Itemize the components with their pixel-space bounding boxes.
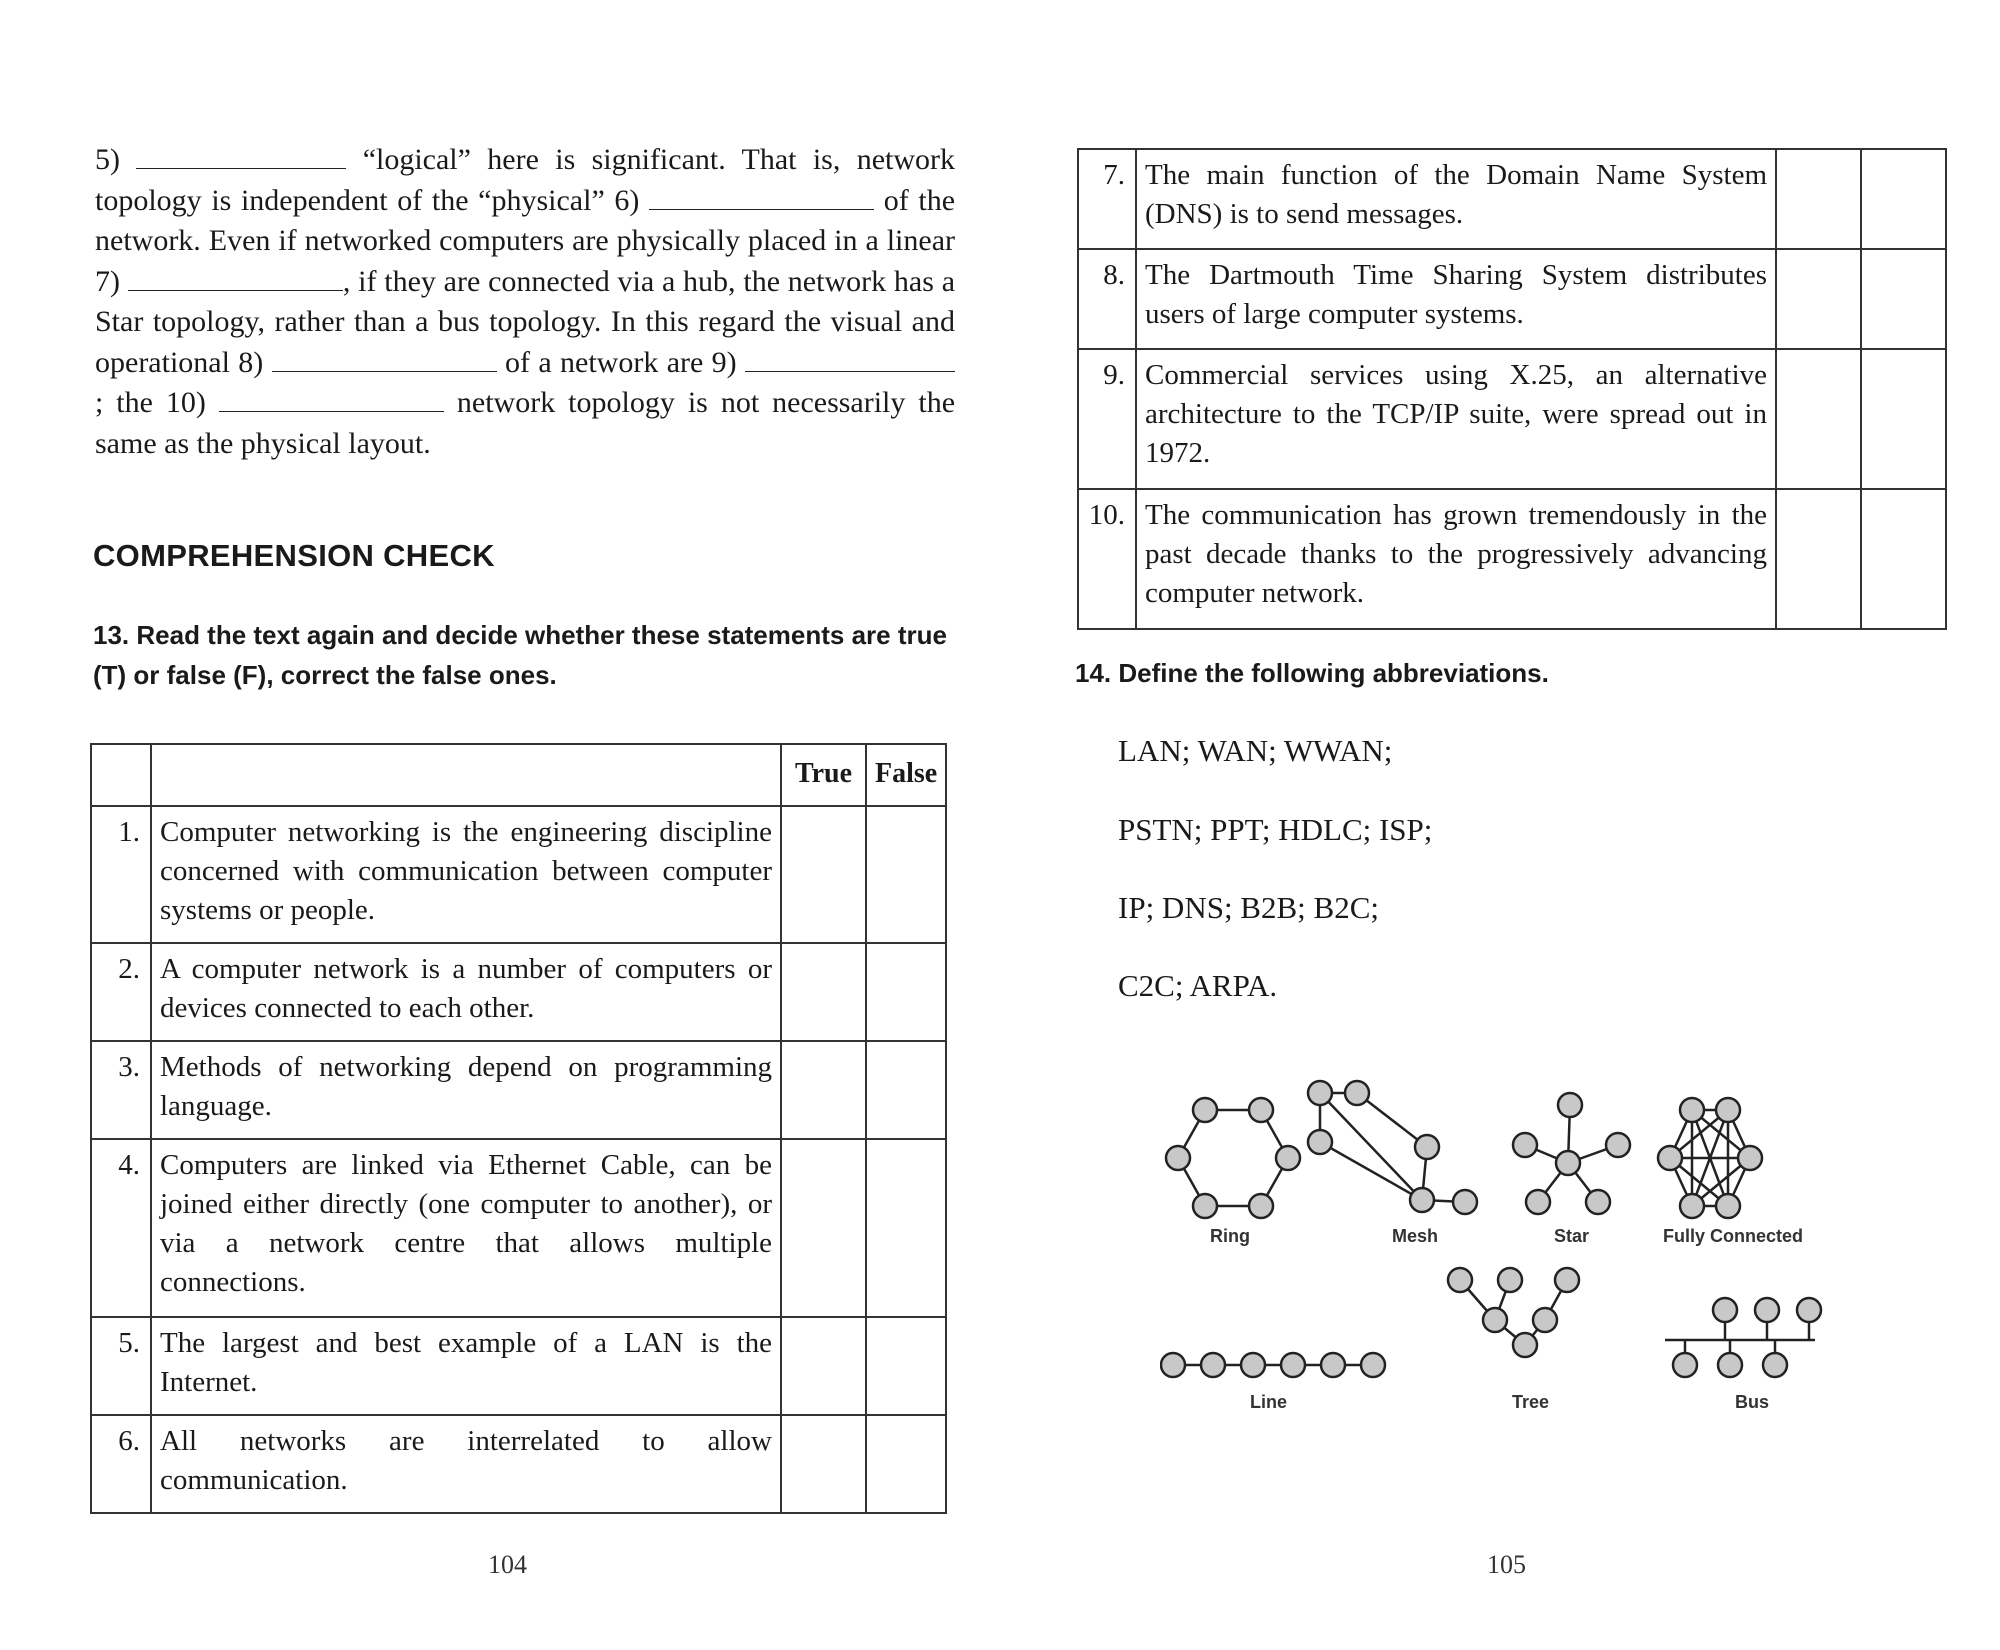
statement-number: 4. <box>91 1139 151 1317</box>
page-number-left: 104 <box>488 1550 527 1579</box>
header-false: False <box>866 744 946 806</box>
mesh-node <box>1410 1188 1434 1212</box>
false-cell[interactable] <box>866 1415 946 1513</box>
table-row <box>1078 489 1946 629</box>
table-row <box>91 1317 946 1415</box>
tree-node <box>1448 1268 1472 1292</box>
star-node <box>1513 1133 1537 1157</box>
statement-text: The main function of the Domain Name System (DNS) is to send messages. <box>1136 149 1776 249</box>
blank-5-label: 5) <box>95 143 120 176</box>
ring-node <box>1193 1194 1217 1218</box>
paragraph-text-4: of a network are 9) <box>505 345 737 379</box>
true-false-table-left <box>90 743 947 1514</box>
question-13-instructions: 13. Read the text again and decide whether these statements are true (T) or false (F), correct the false ones. <box>93 620 947 690</box>
paragraph-text-3: , if they are connected via a hub, the network has a Star topology, rather than a bus topology. In this regard the visual and operational 8) <box>95 264 956 379</box>
statement-number: 1. <box>91 806 151 943</box>
fully-connected-node <box>1680 1098 1704 1122</box>
line-node <box>1161 1353 1185 1377</box>
header-true: True <box>781 744 866 806</box>
statement-number: 3. <box>91 1041 151 1139</box>
network-topology-diagram <box>1160 1075 1860 1435</box>
bus-topology <box>1665 1298 1821 1412</box>
line-node <box>1361 1353 1385 1377</box>
paragraph-text-2: of the network. Even if networked computers are physically placed in a linear 7) <box>95 183 956 298</box>
fully-connected-node <box>1738 1146 1762 1170</box>
mesh-node <box>1308 1081 1332 1105</box>
ring-node <box>1249 1194 1273 1218</box>
true-cell[interactable] <box>1776 149 1861 249</box>
tree-node <box>1498 1268 1522 1292</box>
true-false-table-right <box>1077 148 1947 630</box>
star-topology <box>1513 1093 1630 1246</box>
false-cell[interactable] <box>1861 349 1946 489</box>
statement-number: 7. <box>1078 149 1136 249</box>
table-row <box>1078 349 1946 489</box>
ring-node <box>1166 1146 1190 1170</box>
abbreviation-line: LAN; WAN; WWAN; <box>1118 733 1393 768</box>
fully-connected-node <box>1716 1194 1740 1218</box>
tree-label: Tree <box>1512 1392 1550 1412</box>
mesh-node <box>1453 1190 1477 1214</box>
true-cell[interactable] <box>1776 349 1861 489</box>
star-label: Star <box>1554 1226 1590 1246</box>
statement-number: 9. <box>1078 349 1136 489</box>
false-cell[interactable] <box>1861 249 1946 349</box>
bus-node <box>1755 1298 1779 1322</box>
line-node <box>1281 1353 1305 1377</box>
abbreviation-line: PSTN; PPT; HDLC; ISP; <box>1118 812 1433 847</box>
true-cell[interactable] <box>781 1317 866 1415</box>
line-node <box>1241 1353 1265 1377</box>
table-header-row <box>91 744 946 806</box>
false-cell[interactable] <box>1861 149 1946 249</box>
ring-node <box>1193 1098 1217 1122</box>
true-cell[interactable] <box>781 806 866 943</box>
statement-number: 5. <box>91 1317 151 1415</box>
table-row <box>1078 249 1946 349</box>
line-label: Line <box>1250 1392 1288 1412</box>
statement-number: 6. <box>91 1415 151 1513</box>
false-cell[interactable] <box>1861 489 1946 629</box>
question-14-instructions: 14. Define the following abbreviations. <box>1075 658 1549 688</box>
tree-root-node <box>1513 1333 1537 1357</box>
ring-node <box>1249 1098 1273 1122</box>
true-cell[interactable] <box>781 1415 866 1513</box>
false-cell[interactable] <box>866 1041 946 1139</box>
line-node <box>1201 1353 1225 1377</box>
blank-6[interactable] <box>649 185 874 210</box>
true-cell[interactable] <box>781 943 866 1041</box>
comprehension-heading: COMPREHENSION CHECK <box>93 538 495 573</box>
statement-text: All networks are interrelated to allow communication. <box>151 1415 781 1513</box>
blank-8[interactable] <box>272 347 497 372</box>
statement-text: The largest and best example of a LAN is the Internet. <box>151 1317 781 1415</box>
fully-connected-node <box>1716 1098 1740 1122</box>
tree-topology <box>1448 1268 1579 1412</box>
mesh-node <box>1415 1135 1439 1159</box>
true-cell[interactable] <box>1776 249 1861 349</box>
tree-node <box>1555 1268 1579 1292</box>
right-page <box>1000 0 2000 1650</box>
mesh-topology <box>1308 1081 1477 1246</box>
page-number-right: 105 <box>1487 1550 1526 1579</box>
bus-node <box>1763 1353 1787 1377</box>
blank-7[interactable] <box>128 266 343 291</box>
line-node <box>1321 1353 1345 1377</box>
fully-connected-node <box>1680 1194 1704 1218</box>
blank-9[interactable] <box>745 347 955 372</box>
table-row <box>91 1415 946 1513</box>
bus-label: Bus <box>1735 1392 1770 1412</box>
fully-connected-label: Fully Connected <box>1663 1226 1804 1246</box>
statement-text: Commercial services using X.25, an alternative architecture to the TCP/IP suite, were spread out in 1972. <box>1136 349 1776 489</box>
statement-text: Methods of networking depend on programming language. <box>151 1041 781 1139</box>
bus-node <box>1673 1353 1697 1377</box>
fully-connected-topology <box>1658 1098 1803 1246</box>
false-cell[interactable] <box>866 1317 946 1415</box>
ring-topology <box>1166 1098 1300 1246</box>
false-cell[interactable] <box>866 943 946 1041</box>
statement-text: A computer network is a number of computers or devices connected to each other. <box>151 943 781 1041</box>
bus-node <box>1797 1298 1821 1322</box>
ring-node <box>1276 1146 1300 1170</box>
star-node <box>1606 1133 1630 1157</box>
table-row <box>91 1139 946 1317</box>
true-cell[interactable] <box>781 1041 866 1139</box>
mesh-label: Mesh <box>1392 1226 1439 1246</box>
tree-node <box>1533 1308 1557 1332</box>
star-node <box>1558 1093 1582 1117</box>
statement-number: 2. <box>91 943 151 1041</box>
paragraph-text-1: “logical” here is significant. That is, network topology is independent of the “physical” 6) <box>95 143 955 217</box>
statement-number: 8. <box>1078 249 1136 349</box>
true-cell[interactable] <box>781 1139 866 1317</box>
mesh-node <box>1308 1130 1332 1154</box>
fill-in-paragraph <box>95 140 955 464</box>
bus-node <box>1713 1298 1737 1322</box>
blank-10[interactable] <box>219 387 444 412</box>
star-hub-node <box>1556 1151 1580 1175</box>
bus-node <box>1718 1353 1742 1377</box>
ring-label: Ring <box>1210 1226 1250 1246</box>
false-cell[interactable] <box>866 806 946 943</box>
statement-text: The communication has grown tremendously in the past decade thanks to the progressively advancing computer network. <box>1136 489 1776 629</box>
tree-node <box>1483 1308 1507 1332</box>
paragraph-text-5: ; the 10) <box>95 386 206 419</box>
line-topology <box>1161 1353 1385 1412</box>
statement-number: 10. <box>1078 489 1136 629</box>
paragraph-text-6: network topology is not necessarily the same as the physical layout. <box>95 386 956 460</box>
header-num-cell <box>91 744 151 806</box>
true-cell[interactable] <box>1776 489 1861 629</box>
false-cell[interactable] <box>866 1139 946 1317</box>
table-row <box>1078 149 1946 249</box>
table-row <box>91 806 946 943</box>
fully-connected-node <box>1658 1146 1682 1170</box>
table-row <box>91 943 946 1041</box>
abbreviation-line: IP; DNS; B2B; B2C; <box>1118 890 1379 925</box>
star-node <box>1526 1190 1550 1214</box>
blank-5[interactable] <box>136 144 346 169</box>
mesh-node <box>1345 1081 1369 1105</box>
statement-text: Computers are linked via Ethernet Cable, can be joined either directly (one computer to another), or via a network centre that allows multiple connections. <box>151 1139 781 1317</box>
star-node <box>1586 1190 1610 1214</box>
table-row <box>91 1041 946 1139</box>
header-statement-cell <box>151 744 781 806</box>
statement-text: Computer networking is the engineering discipline concerned with communication between computer systems or people. <box>151 806 781 943</box>
abbreviation-line: C2C; ARPA. <box>1118 968 1278 1003</box>
statement-text: The Dartmouth Time Sharing System distributes users of large computer systems. <box>1136 249 1776 349</box>
